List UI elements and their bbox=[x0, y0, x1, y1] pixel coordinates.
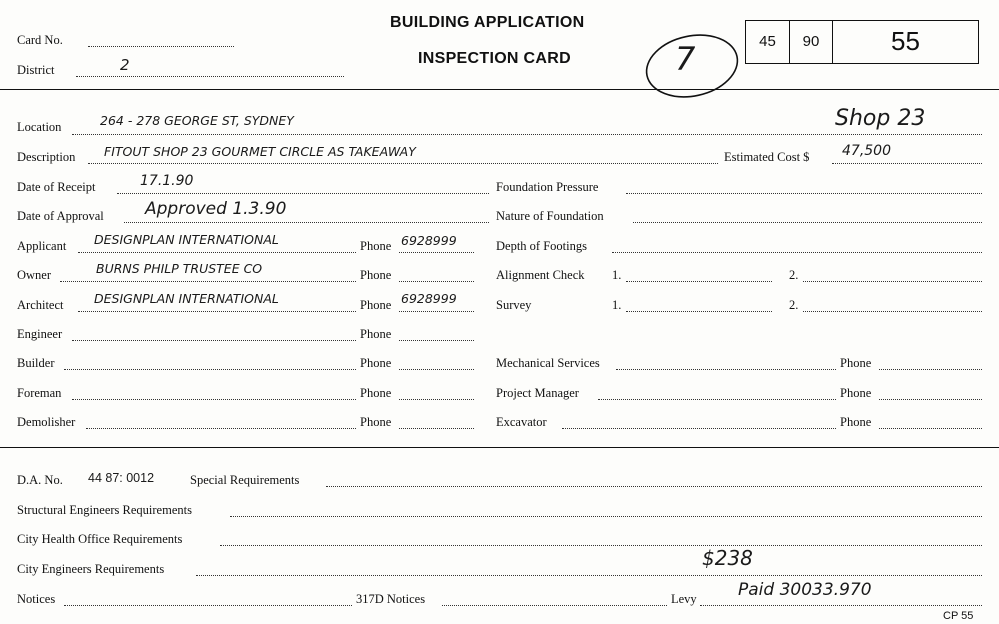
title-line-1: BUILDING APPLICATION bbox=[390, 14, 585, 31]
builder-phone-label: Phone bbox=[360, 356, 392, 370]
survey-num-2: 2. bbox=[789, 298, 799, 312]
demolisher-line bbox=[86, 428, 356, 429]
box-value-2: 90 bbox=[802, 33, 820, 50]
architect-phone-line bbox=[399, 311, 474, 312]
notices-317d-line bbox=[442, 605, 667, 606]
city-health-line bbox=[220, 545, 982, 546]
title-line-2: INSPECTION CARD bbox=[418, 50, 571, 67]
box-value-1: 45 bbox=[759, 33, 776, 50]
owner-line bbox=[60, 281, 356, 282]
alignment-check-num-1: 1. bbox=[612, 268, 622, 282]
foundation-pressure-label: Foundation Pressure bbox=[496, 180, 599, 194]
survey-num-1: 1. bbox=[612, 298, 622, 312]
project-manager-label: Project Manager bbox=[496, 386, 579, 400]
survey-line-2 bbox=[803, 311, 982, 312]
card-no-line bbox=[88, 46, 234, 47]
alignment-check-line-2 bbox=[803, 281, 982, 282]
applicant-line bbox=[78, 252, 356, 253]
circled-number: 7 bbox=[675, 40, 696, 78]
description-value: FITOUT SHOP 23 GOURMET CIRCLE AS TAKEAWAY bbox=[104, 144, 416, 159]
date-of-approval-label: Date of Approval bbox=[17, 209, 104, 223]
district-label: District bbox=[17, 63, 55, 77]
applicant-phone-line bbox=[399, 252, 474, 253]
foreman-phone-line bbox=[399, 399, 474, 400]
city-engineers-label: City Engineers Requirements bbox=[17, 562, 165, 576]
owner-phone-line bbox=[399, 281, 474, 282]
applicant-phone-label: Phone bbox=[360, 239, 392, 253]
structural-engineers-label: Structural Engineers Requirements bbox=[17, 503, 192, 517]
date-of-receipt-label: Date of Receipt bbox=[17, 180, 96, 194]
box-value-3: 55 bbox=[891, 26, 920, 56]
location-label: Location bbox=[17, 120, 62, 134]
foreman-label: Foreman bbox=[17, 386, 62, 400]
district-line bbox=[76, 76, 344, 77]
foundation-pressure-line bbox=[626, 193, 982, 194]
excavator-phone-label: Phone bbox=[840, 415, 872, 429]
location-value: 264 - 278 GEORGE ST, SYDNEY bbox=[100, 113, 294, 128]
engineer-phone-label: Phone bbox=[360, 327, 392, 341]
levy-label: Levy bbox=[671, 592, 697, 606]
architect-phone-value: 6928999 bbox=[401, 291, 457, 306]
excavator-line bbox=[562, 428, 836, 429]
excavator-phone-line bbox=[879, 428, 982, 429]
foreman-phone-label: Phone bbox=[360, 386, 392, 400]
fee-note: $238 bbox=[702, 546, 753, 570]
owner-label: Owner bbox=[17, 268, 52, 282]
project-manager-phone-line bbox=[879, 399, 982, 400]
card-no-label: Card No. bbox=[17, 33, 63, 47]
location-note: Shop 23 bbox=[835, 106, 926, 131]
location-line bbox=[72, 134, 982, 135]
mechanical-services-line bbox=[616, 369, 836, 370]
applicant-label: Applicant bbox=[17, 239, 67, 253]
project-manager-phone-label: Phone bbox=[840, 386, 872, 400]
engineer-label: Engineer bbox=[17, 327, 63, 341]
alignment-check-num-2: 2. bbox=[789, 268, 799, 282]
applicant-value: DESIGNPLAN INTERNATIONAL bbox=[94, 232, 279, 247]
alignment-check-line-1 bbox=[626, 281, 772, 282]
notices-317d-label: 317D Notices bbox=[356, 592, 426, 606]
estimated-cost-value: 47,500 bbox=[842, 143, 891, 159]
city-engineers-line bbox=[196, 575, 982, 576]
date-of-approval-line bbox=[124, 222, 489, 223]
estimated-cost-label: Estimated Cost $ bbox=[724, 150, 810, 164]
mechanical-services-phone-line bbox=[879, 369, 982, 370]
form-code: CP 55 bbox=[943, 610, 974, 622]
architect-label: Architect bbox=[17, 298, 64, 312]
owner-value: BURNS PHILP TRUSTEE CO bbox=[96, 261, 263, 276]
demolisher-label: Demolisher bbox=[17, 415, 76, 429]
date-of-receipt-value: 17.1.90 bbox=[140, 173, 194, 189]
project-manager-line bbox=[598, 399, 836, 400]
date-of-approval-value: Approved 1.3.90 bbox=[145, 199, 287, 219]
foreman-line bbox=[72, 399, 356, 400]
survey-label: Survey bbox=[496, 298, 532, 312]
depth-of-footings-label: Depth of Footings bbox=[496, 239, 587, 253]
levy-line bbox=[700, 605, 982, 606]
special-requirements-label: Special Requirements bbox=[190, 473, 300, 487]
builder-label: Builder bbox=[17, 356, 55, 370]
header-rule bbox=[0, 89, 999, 90]
description-label: Description bbox=[17, 150, 76, 164]
alignment-check-label: Alignment Check bbox=[496, 268, 585, 282]
engineer-phone-line bbox=[399, 340, 474, 341]
builder-line bbox=[64, 369, 356, 370]
structural-engineers-line bbox=[230, 516, 982, 517]
builder-phone-line bbox=[399, 369, 474, 370]
nature-of-foundation-line bbox=[633, 222, 982, 223]
city-health-label: City Health Office Requirements bbox=[17, 532, 183, 546]
mechanical-services-label: Mechanical Services bbox=[496, 356, 600, 370]
notices-line bbox=[64, 605, 352, 606]
middle-rule bbox=[0, 447, 999, 448]
survey-line-1 bbox=[626, 311, 772, 312]
owner-phone-label: Phone bbox=[360, 268, 392, 282]
applicant-phone-value: 6928999 bbox=[401, 233, 457, 248]
district-value: 2 bbox=[120, 56, 130, 74]
architect-value: DESIGNPLAN INTERNATIONAL bbox=[94, 291, 279, 306]
levy-value: Paid 30033.970 bbox=[738, 580, 872, 600]
estimated-cost-line bbox=[832, 163, 982, 164]
special-requirements-line bbox=[326, 486, 982, 487]
nature-of-foundation-label: Nature of Foundation bbox=[496, 209, 604, 223]
description-line bbox=[88, 163, 718, 164]
notices-label: Notices bbox=[17, 592, 56, 606]
architect-phone-label: Phone bbox=[360, 298, 392, 312]
excavator-label: Excavator bbox=[496, 415, 547, 429]
date-of-receipt-line bbox=[117, 193, 489, 194]
depth-of-footings-line bbox=[612, 252, 982, 253]
demolisher-phone-label: Phone bbox=[360, 415, 392, 429]
architect-line bbox=[78, 311, 356, 312]
engineer-line bbox=[72, 340, 356, 341]
da-no-value: 44 87: 0012 bbox=[88, 471, 155, 485]
demolisher-phone-line bbox=[399, 428, 474, 429]
da-no-label: D.A. No. bbox=[17, 473, 63, 487]
mechanical-services-phone-label: Phone bbox=[840, 356, 872, 370]
